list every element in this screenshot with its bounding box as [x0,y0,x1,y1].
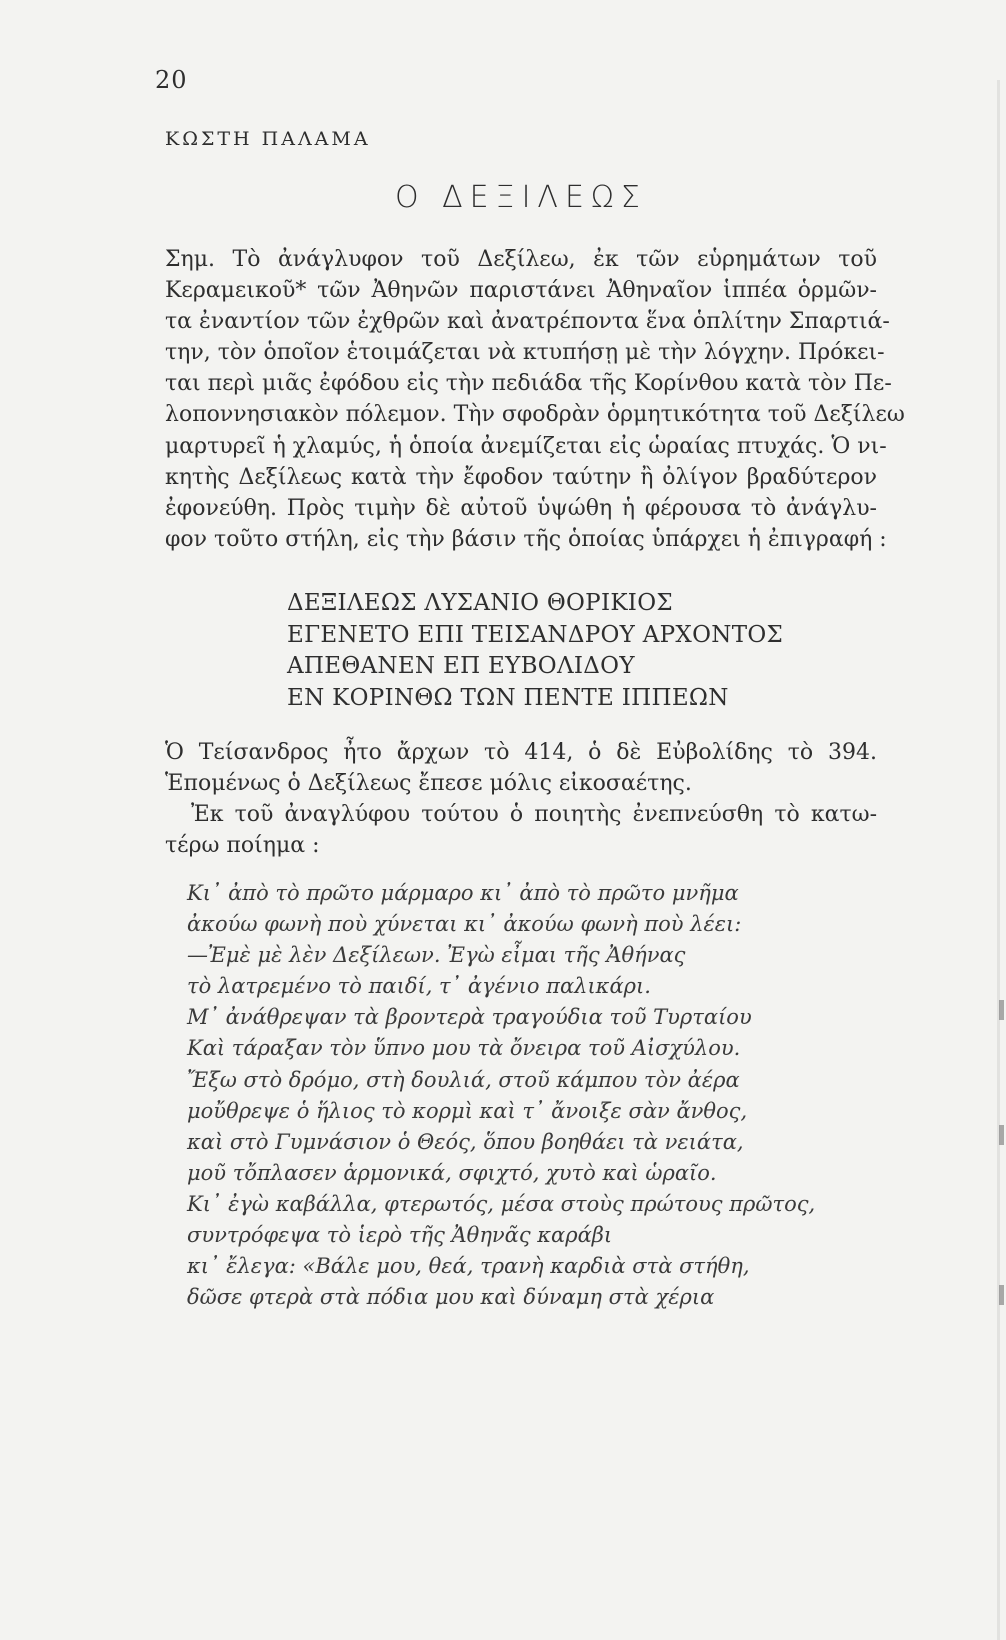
note-line: μαρτυρεῖ ἡ χλαμύς, ἡ ὁποία ἀνεμίζεται εἰς ὡραίας πτυχάς. Ὁ νι- [165,433,887,459]
inscription-line: ΑΠΕΘΑΝΕΝ ΕΠ ΕΥΒΟΛΙΔΟΥ [287,653,635,679]
poem-line: Ἔξω στὸ δρόμο, στὴ δουλιά, στοῦ κάμπου τὸν ἀέρα [187,1067,740,1092]
note-line: τα ἐναντίον τῶν ἐχθρῶν καὶ ἀνατρέποντα ἕνα ὁπλίτην Σπαρτιά- [165,309,890,335]
poem-line: Κι᾽ ἀπὸ τὸ πρῶτο μάρμαρο κι᾽ ἀπὸ τὸ πρῶτο μνῆμα [187,881,739,905]
margin-mark [999,1000,1004,1020]
poem-line: μοῦ τὄπλασεν ἁρμονικά, σφιχτό, χυτὸ καὶ ὡραῖο. [187,1160,717,1185]
poem-line: καὶ στὸ Γυμνάσιον ὁ Θεός, ὅπου βοηθάει τὰ νειάτα, [187,1129,744,1154]
note-line: ται περὶ μιᾶς ἐφόδου εἰς τὴν πεδιάδα τῆς Κορίνθου κατὰ τὸν Πε- [165,371,892,397]
commentary-line: Ἑπομένως ὁ Δεξίλεως ἔπεσε μόλις εἰκοσαέτης. [165,771,692,796]
poem-line: —Ἐμὲ μὲ λὲν Δεξίλεων. Ἐγὼ εἶμαι τῆς Ἀθήνας [187,943,686,968]
running-head-author: ΚΩΣΤΗ ΠΑΛΑΜΑ [165,128,371,150]
note-line: κητὴς Δεξίλεως κατὰ τὴν ἔφοδον ταύτην ἢ ὀλίγον βραδύτερον [165,464,877,490]
inscription [287,588,783,714]
commentary [165,737,877,861]
page-number: 20 [155,66,188,94]
poem-line: Καὶ τάραξαν τὸν ὕπνο μου τὰ ὄνειρα τοῦ Αἰσχύλου. [187,1036,741,1061]
note-line: την, τὸν ὁποῖον ἑτοιμάζεται νὰ κτυπήσῃ μὲ τὴν λόγχην. Πρόκει- [165,340,885,366]
note-line: φον τοῦτο στήλη, εἰς τὴν βάσιν τῆς ὁποίας ὑπάρχει ἡ ἐπιγραφή : [165,526,887,552]
inscription-line: ΔΕΞΙΛΕΩΣ ΛΥΣΑΝΙΟ ΘΟΡΙΚΙΟΣ [287,590,673,616]
commentary-line: τέρω ποίημα : [165,833,320,858]
margin-mark [999,1285,1004,1305]
commentary-line: Ὁ Τείσανδρος ἦτο ἄρχων τὸ 414, ὁ δὲ Εὐβολίδης τὸ 394. [165,740,877,765]
poem-title: Ο ΔΕΞΙΛΕΩΣ [395,180,647,215]
poem-body [187,878,815,1313]
note-line: Σημ. Τὸ ἀνάγλυφον τοῦ Δεξίλεω, ἐκ τῶν εὑρημάτων τοῦ [165,247,877,272]
commentary-line: Ἐκ τοῦ ἀναγλύφου τούτου ὁ ποιητὴς ἐνεπνεύσθη τὸ κατω- [191,802,877,827]
poem-line: ἀκούω φωνὴ ποὺ χύνεται κι᾽ ἀκούω φωνὴ ποὺ λέει: [187,912,742,937]
poem-line: δῶσε φτερὰ στὰ πόδια μου καὶ δύναμη στὰ χέρια [187,1285,715,1310]
editorial-note [165,244,905,555]
poem-line: τὸ λατρεμένο τὸ παιδί, τ᾽ ἀγένιο παλικάρι. [187,974,651,999]
poem-line: μοὔθρεψε ὁ ἥλιος τὸ κορμὶ καὶ τ᾽ ἄνοιξε σὰν ἄνθος, [187,1098,748,1123]
note-line: Κεραμεικοῦ* τῶν Ἀθηνῶν παριστάνει Ἀθηναῖον ἱππέα ὁρμῶν- [165,278,877,304]
poem-line: Κι᾽ ἐγὼ καβάλλα, φτερωτός, μέσα στοὺς πρώτους πρῶτος, [187,1191,816,1216]
page-edge [997,80,1000,1640]
inscription-line: ΕΝ ΚΟΡΙΝΘΩ ΤΩΝ ΠΕΝΤΕ ΙΠΠΕΩΝ [287,684,729,711]
poem-line: κι᾽ ἔλεγα: «Βάλε μου, θεά, τρανὴ καρδιὰ στὰ στήθη, [187,1254,750,1279]
note-line: ἐφονεύθη. Πρὸς τιμὴν δὲ αὐτοῦ ὑψώθη ἡ φέρουσα τὸ ἀνάγλυ- [165,495,877,521]
note-line: λοποννησιακὸν πόλεμον. Τὴν σφοδρὰν ὁρμητικότητα τοῦ Δεξίλεω [165,402,905,428]
inscription-line: ΕΓΕΝΕΤΟ ΕΠΙ ΤΕΙΣΑΝΔΡΟΥ ΑΡΧΟΝΤΟΣ [287,621,784,648]
margin-mark [999,1125,1004,1145]
poem-line: συντρόφεψα τὸ ἱερὸ τῆς Ἀθηνᾶς καράβι [187,1223,613,1248]
poem-line: Μ᾽ ἀνάθρεψαν τὰ βροντερὰ τραγούδια τοῦ Τυρταίου [187,1005,752,1030]
